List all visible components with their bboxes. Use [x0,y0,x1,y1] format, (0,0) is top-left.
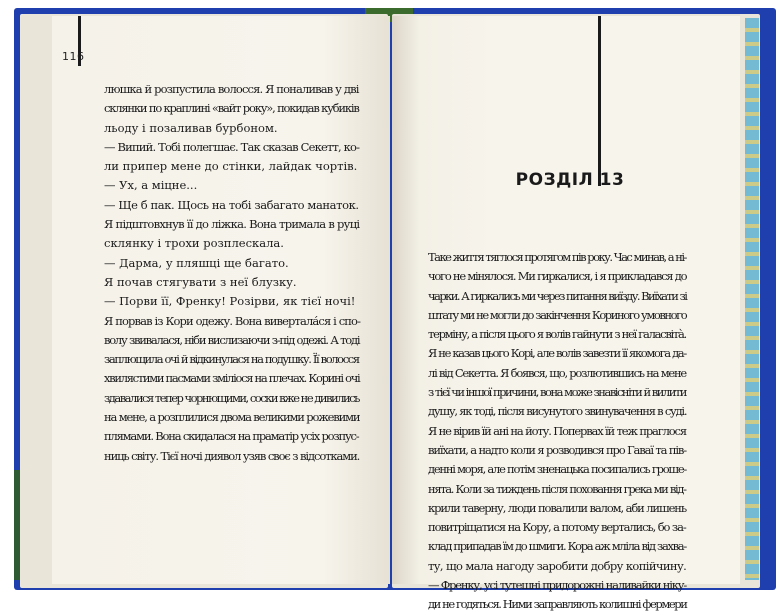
text-line: ди не годяться. Ними заправляють колишні фермери [428,597,687,612]
text-line: денні моря, але потім зненацька посипались гроше- [428,462,687,477]
text-line: люшка й розпустила волосся. Я поналивав у дві [104,82,359,96]
text-line: — Порви її, Френку! Розірви, як тієї ночі! [104,294,356,309]
text-line: на мене, а розплилися двома великими рожевими [104,410,360,425]
text-line: виїхати, а надто коли я розводився про Гаваї та пів- [428,442,687,457]
text-line: повитріщатися на Кору, а потому вертались, бо за- [428,520,686,535]
text-line: — Ух, а міцне... [104,178,198,193]
text-line: заплющила очі й відкинулася на подушку. Її волосся [104,352,359,367]
text-line: льоду і позаливав бурбоном. [104,120,278,135]
text-line: нята. Коли за тиждень після поховання грека ми від- [428,481,686,496]
text-line: з тієї чи іншої причини, вона може знавісніти й вилити [428,385,686,400]
text-line: склянки по краплині «вайт року», покидав кубиків [104,101,359,116]
page-number: 116 [62,50,85,63]
text-line: лі від Секетта. Я боявся, що, розлютившись на мене [428,365,686,380]
text-line: ту, що мала нагоду заробити добру копійчину. [428,558,687,573]
text-line: — Випий. Тобі полегшає. Так сказав Секетт, ко- [104,139,360,154]
text-line: — Дарма, у пляшці ще багато. [104,255,289,270]
text-line: — Ще б пак. Щось на тобі забагато манаток. [104,197,359,212]
text-line: душу, як тоді, після висунутого звинувачення в суді. [428,404,687,419]
text-line: терміну, а після цього я волів гайнути з неї галасвітà. [428,327,686,342]
text-line: склянку і трохи розплескала. [104,236,284,251]
text-line: здавалися тепер чорнющими, соски вже не дивились [104,390,359,405]
right-page-body [428,248,686,615]
left-page-body [104,80,359,466]
text-line: хвилястими пасмами зміліося на плечах. Корині очі [104,371,360,386]
text-line: чарки. А гиркались ми через питання виїзду. Виїхати зі [428,288,687,303]
text-line: ниць світу. Тієї ночі диявол узяв своє з відсотками. [104,448,360,463]
text-line: чого не мінялося. Ми гиркалися, і я прикладався до [428,269,687,284]
text-line: ли припер мене до стінки, лайдак чортів. [104,159,358,174]
text-line: крили таверну, люди повалили валом, аби лишень [428,500,686,515]
text-line: Я не казав цього Корі, але волів завезти її якомога да- [428,346,686,361]
text-line: плямами. Вона скидалася на праматір усіх розпус- [104,429,359,444]
text-line: клад припадав їм до шмиги. Кора аж мліла від захва- [428,539,686,554]
text-line: Я порвав із Кори одежу. Вона вивертала́ся і спо- [104,313,361,328]
page-edge-strip [745,18,759,580]
text-line: штату ми не могли до закінчення Кориного умовного [428,307,687,322]
chapter-title: РОЗДІЛ 13 [515,170,625,190]
text-line: — Френку, усі тутешні придорожні наливайки ніку- [428,578,687,593]
text-line: Я не вірив їй ані на йоту. Поперваx їй теж праглося [428,423,686,438]
text-line: Я підштовхнув її до ліжка. Вона тримала в руці [104,217,360,232]
bookmark-ribbon-right [598,16,601,186]
text-line: волу звивалася, ніби вислизаючи з-під одежі. А тоді [104,332,360,347]
text-line: Я почав стягувати з неї блузку. [104,274,297,289]
text-line: Таке життя тяглося протягом пів року. Час минав, а ні- [428,250,686,264]
